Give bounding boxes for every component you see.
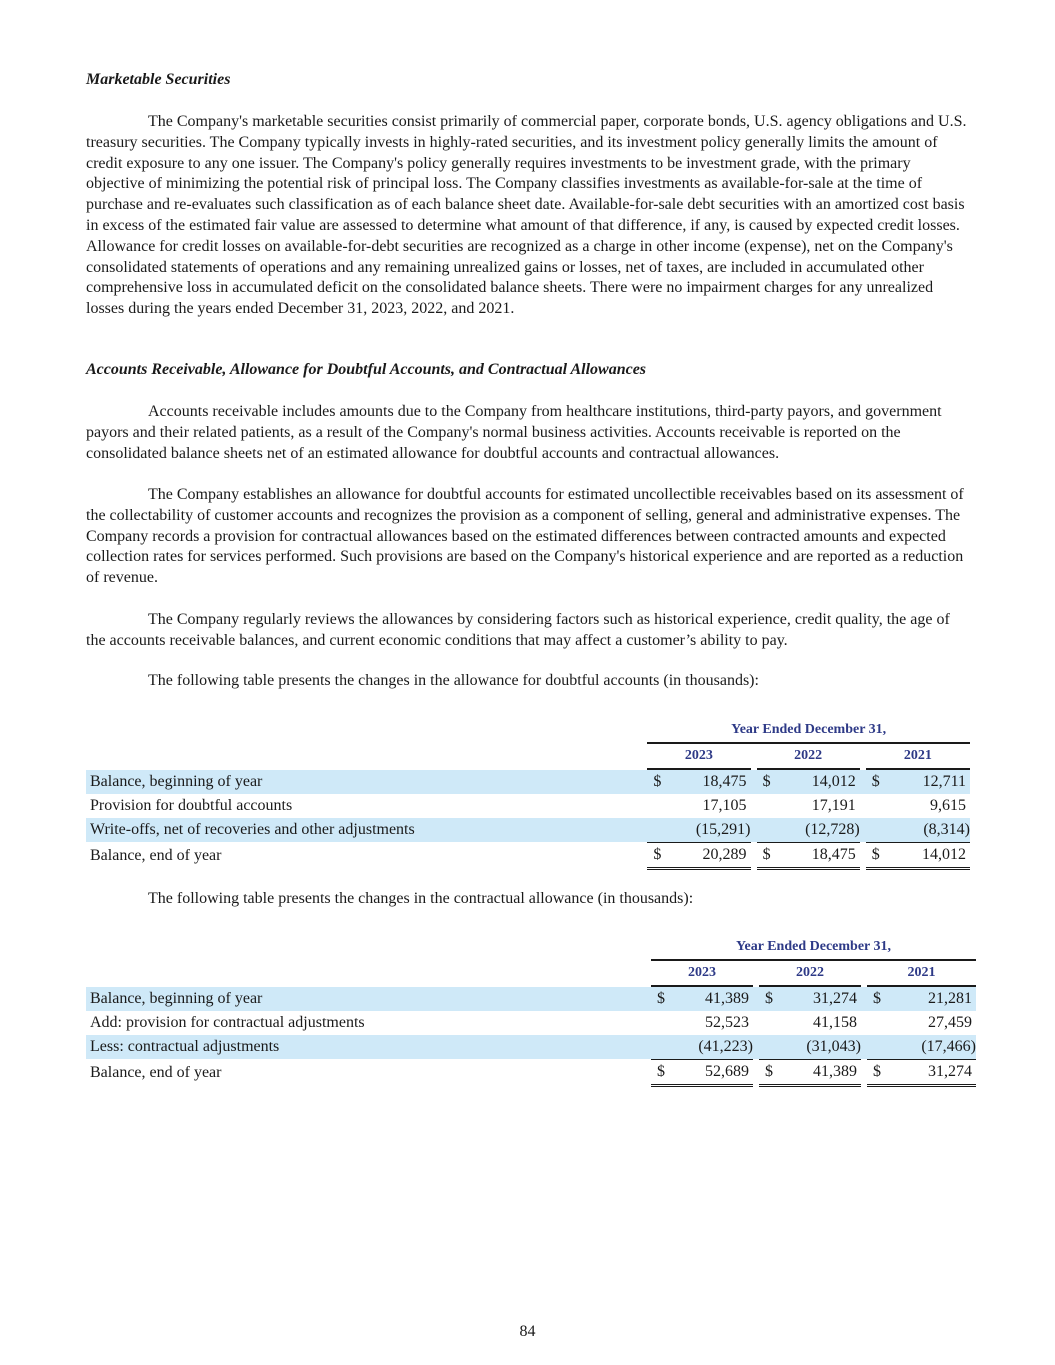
cell-value: 18,475 bbox=[777, 842, 860, 870]
row-label: Balance, end of year bbox=[90, 1064, 222, 1081]
cell-value: 31,274 bbox=[779, 987, 861, 1011]
cell-value: 41,389 bbox=[671, 987, 753, 1011]
row-label: Write-offs, net of recoveries and other adjustments bbox=[86, 818, 647, 842]
cell-value: 9,615 bbox=[930, 797, 966, 814]
cell-value: 17,105 bbox=[702, 797, 747, 814]
row-label: Add: provision for contractual adjustments bbox=[90, 1014, 365, 1031]
paragraph-table2-intro bbox=[86, 889, 970, 910]
row-label: Balance, beginning of year bbox=[86, 770, 647, 794]
table-row bbox=[86, 794, 970, 818]
cell-value: 41,389 bbox=[779, 1059, 861, 1087]
paragraph-table1-intro bbox=[86, 671, 970, 692]
table-header-period: Year Ended December 31, bbox=[651, 935, 976, 961]
cell-value: 14,012 bbox=[777, 770, 860, 794]
paragraph-text: The following table presents the changes in the allowance for doubtful accounts (in thousands): bbox=[148, 672, 759, 689]
table-row-total bbox=[86, 842, 970, 870]
table-row-total bbox=[86, 1059, 976, 1087]
paragraph-text: The Company's marketable securities consist primarily of commercial paper, corporate bonds, U.S. agency obligations and U.S. treasury securities. The Company typically invests in highly-rated securities, and its investment policy generally limits the amount of credit exposure to any one issuer. The Company's policy generally requires investments to be investment grade, with the primary objective of minimizing the potential risk of principal loss. The Company classifies investments as available-for-sale at the time of purchase and re-evaluates such classification as of each balance sheet date. Available-for-sale debt securities with an amortized cost basis in excess of the estimated fair value are assessed to determine what amount of that difference, if any, is caused by expected credit losses. Allowance for credit losses on available-for-debt securities are recognized as a charge in other income (expense), net on the Company's consolidated statements of operations and any remaining unrealized gains or losses, net of taxes, are included in accumulated other comprehensive loss in accumulated deficit on the consolidated balance sheets. There were no impairment charges for any unrealized losses during the years ended December 31, 2023, 2022, and 2021. bbox=[86, 113, 967, 318]
column-header-year: 2022 bbox=[759, 961, 861, 987]
cell-value: 52,689 bbox=[671, 1059, 753, 1087]
paragraph-text: The following table presents the changes in the contractual allowance (in thousands): bbox=[148, 890, 694, 907]
row-label: Less: contractual adjustments bbox=[86, 1035, 651, 1059]
currency-symbol: $ bbox=[759, 987, 779, 1011]
paragraph-marketable-securities bbox=[86, 112, 970, 320]
contractual-allowance-table bbox=[86, 935, 976, 1087]
table-row bbox=[86, 1035, 976, 1059]
currency-symbol: $ bbox=[757, 842, 777, 870]
currency-symbol: $ bbox=[867, 987, 887, 1011]
cell-value: 21,281 bbox=[887, 987, 976, 1011]
cell-value: 18,475 bbox=[668, 770, 751, 794]
section-heading-accounts-receivable: Accounts Receivable, Allowance for Doubtful Accounts, and Contractual Allowances bbox=[86, 361, 647, 378]
table-row bbox=[86, 818, 970, 842]
table-row bbox=[86, 770, 970, 794]
cell-value: 20,289 bbox=[668, 842, 751, 870]
cell-value: 52,523 bbox=[705, 1014, 749, 1031]
currency-symbol: $ bbox=[647, 842, 667, 870]
cell-value: 12,711 bbox=[886, 770, 970, 794]
row-label: Balance, beginning of year bbox=[86, 987, 651, 1011]
table-row bbox=[86, 987, 976, 1011]
paragraph-allowance-policy bbox=[86, 485, 970, 589]
column-header-year: 2023 bbox=[651, 961, 753, 987]
cell-value: 41,158 bbox=[813, 1014, 857, 1031]
cell-value: (41,223) bbox=[671, 1035, 753, 1059]
cell-value: (17,466) bbox=[887, 1035, 976, 1059]
currency-symbol: $ bbox=[651, 1059, 671, 1087]
column-header-year: 2021 bbox=[867, 961, 976, 987]
cell-value: 31,274 bbox=[887, 1059, 976, 1087]
paragraph-allowance-review bbox=[86, 610, 970, 652]
doubtful-accounts-table bbox=[86, 718, 970, 870]
column-header-year: 2021 bbox=[866, 744, 970, 770]
cell-value: (8,314) bbox=[886, 818, 970, 842]
table-header-period: Year Ended December 31, bbox=[647, 718, 970, 744]
page-number: 84 bbox=[519, 1323, 536, 1340]
cell-value: 14,012 bbox=[886, 842, 970, 870]
currency-symbol: $ bbox=[866, 770, 886, 794]
table-row bbox=[86, 1011, 976, 1035]
cell-value: (15,291) bbox=[668, 818, 751, 842]
cell-value: 27,459 bbox=[928, 1014, 972, 1031]
row-label: Balance, end of year bbox=[90, 847, 222, 864]
cell-value: (12,728) bbox=[777, 818, 860, 842]
cell-value: (31,043) bbox=[779, 1035, 861, 1059]
currency-symbol: $ bbox=[759, 1059, 779, 1087]
section-heading-marketable-securities: Marketable Securities bbox=[86, 71, 231, 88]
column-header-year: 2022 bbox=[757, 744, 860, 770]
currency-symbol: $ bbox=[757, 770, 777, 794]
currency-symbol: $ bbox=[647, 770, 667, 794]
currency-symbol: $ bbox=[866, 842, 886, 870]
currency-symbol: $ bbox=[867, 1059, 887, 1087]
paragraph-ar-definition bbox=[86, 402, 970, 464]
paragraph-text: The Company establishes an allowance for doubtful accounts for estimated uncollectible receivables based on its assessment of the collectability of customer accounts and recognizes the provision as a component of selling, general and administrative expenses. The Company records a provision for contractual allowances based on the estimated differences between contracted amounts and expected collection rates for services performed. Such provisions are based on the Company's historical experience and are reported as a reduction of revenue. bbox=[86, 486, 964, 587]
currency-symbol: $ bbox=[651, 987, 671, 1011]
cell-value: 17,191 bbox=[811, 797, 856, 814]
paragraph-text: Accounts receivable includes amounts due to the Company from healthcare institutions, third-party payors, and government payors and their related patients, as a result of the Company's normal business activities. Accounts receivable is reported on the consolidated balance sheets net of an estimated allowance for doubtful accounts and contractual allowances. bbox=[86, 403, 942, 462]
paragraph-text: The Company regularly reviews the allowances by considering factors such as historical experience, credit quality, the age of the accounts receivable balances, and current economic conditions that may affect a customer’s ability to pay. bbox=[86, 611, 950, 649]
row-label: Provision for doubtful accounts bbox=[90, 797, 293, 814]
column-header-year: 2023 bbox=[647, 744, 750, 770]
